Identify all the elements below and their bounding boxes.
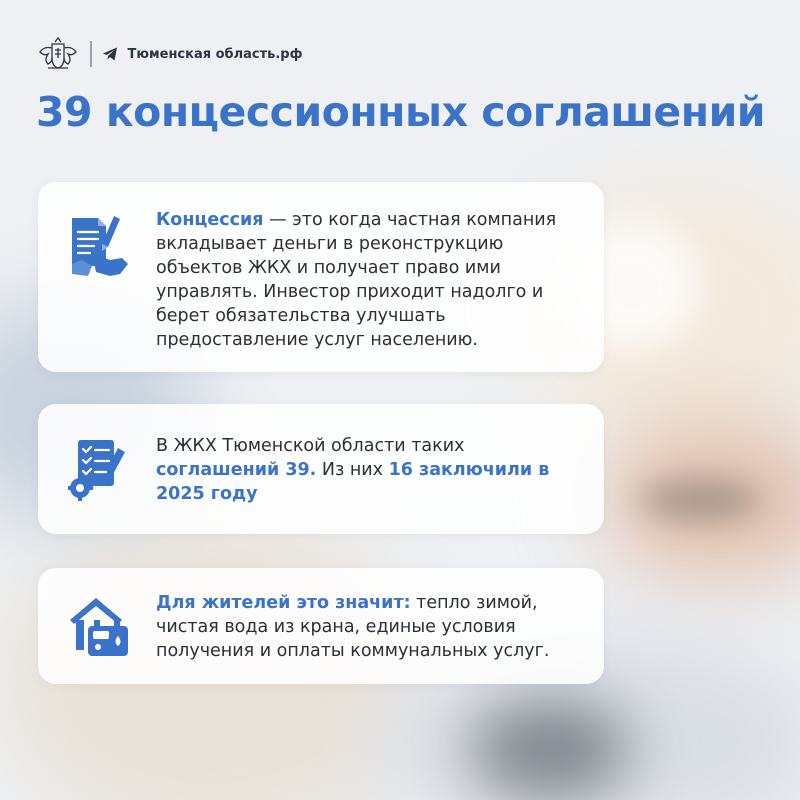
card-text	[156, 208, 590, 352]
header	[36, 36, 303, 72]
house-utilities-icon	[68, 594, 130, 660]
header-divider	[90, 41, 92, 67]
info-card-concession	[38, 182, 604, 372]
text-segment: тепло зимой, чистая вода из крана, единые условия получения и оплаты коммунальных услуг.	[156, 593, 550, 661]
coat-of-arms-icon	[36, 36, 80, 72]
document-handshake-icon	[68, 212, 130, 282]
card-text	[156, 591, 590, 663]
page-title: 39 концессионных соглашений	[36, 88, 766, 136]
text-segment: Из них	[316, 460, 389, 480]
card-text	[156, 434, 590, 506]
term-highlight: Концессия	[156, 210, 264, 230]
text-segment: — это когда частная компания вкладывает деньги в реконструкцию объектов ЖКХ и получает право ими управлять. Инвестор приходит надолго и берет обязательства улучшать предоставление услуг населению.	[156, 210, 557, 350]
text-segment: В ЖКХ Тюменской области таких	[156, 436, 465, 456]
info-card-agreements	[38, 404, 604, 534]
info-card-residents	[38, 568, 604, 684]
agreements-count-highlight: соглашений 39.	[156, 460, 317, 480]
year-highlight: 16 заключили в 2025 году	[156, 460, 550, 504]
residents-highlight: Для жителей это значит:	[156, 593, 411, 613]
checklist-gear-icon	[68, 436, 130, 502]
brand-link[interactable]: Тюменская область.рф	[127, 46, 303, 62]
telegram-icon	[102, 46, 118, 62]
